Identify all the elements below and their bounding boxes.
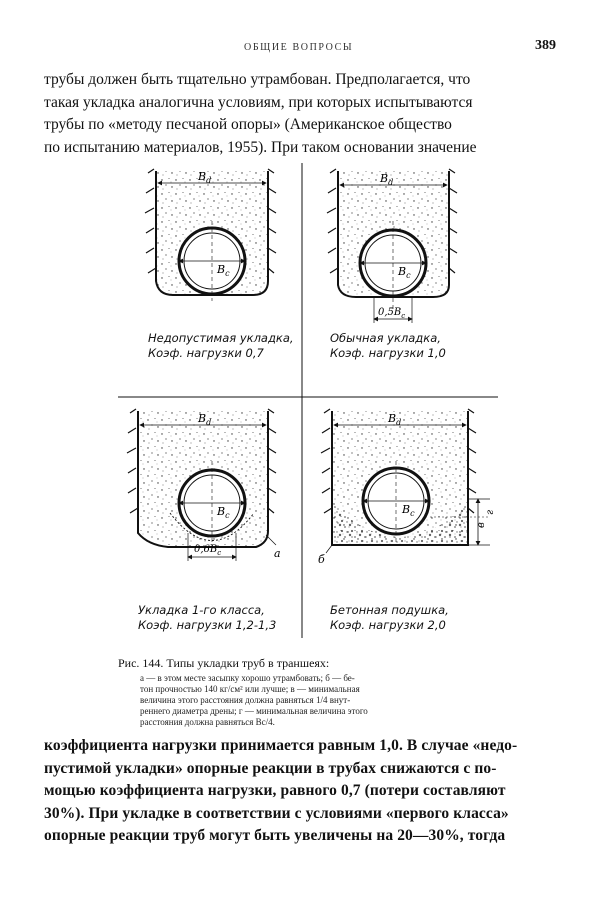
svg-text:Bc: $B_c$ [398, 265, 411, 280]
panel-caption: Бетонная подушка, Коэф. нагрузки 2,0 [330, 603, 449, 632]
caption-title: Рис. 144. Типы укладки труб в траншеях: [118, 656, 330, 670]
text-line: 30%). При укладке в соответствии с условиями «первого класса» [44, 804, 509, 822]
caption-body [140, 673, 498, 728]
caption-line: величина этого расстояния должна равняться 1/4 внут- [140, 695, 351, 705]
svg-text:Bd: $B_d$ [380, 172, 394, 187]
text-line: трубы должен быть тщательно утрамбован. Предполагается, что [44, 71, 471, 88]
panel-caption: Обычная укладка, Коэф. нагрузки 1,0 [330, 331, 446, 360]
panel-caption: Укладка 1-го класса, Коэф. нагрузки 1,2-1,3 [138, 603, 277, 632]
caption-line: а — в этом месте засыпку хорошо утрамбовать; б — бе- [140, 673, 355, 683]
trench-diagrams [118, 163, 498, 643]
marker-v: в [476, 522, 487, 528]
text-line: мощью коэффициента нагрузки, равного 0,7 (потери составляют [44, 782, 506, 799]
dim-bc: $B_c$ [217, 263, 230, 278]
svg-text:Bd: $B_d$ [388, 412, 402, 427]
svg-text:Bd: $B_d$ [198, 412, 212, 427]
caption-line: тон прочностью 140 кг/см² или лучше; в — минимальная [140, 684, 360, 694]
paragraph-bottom [44, 735, 556, 848]
svg-text:Bc: $B_c$ [402, 503, 415, 518]
text-line: коэффициента нагрузки принимается равным 1,0. В случае «недо- [44, 737, 518, 754]
text-line: опорные реакции труб могут быть увеличены на 20—30%, тогда [44, 827, 506, 844]
page-number: 389 [535, 38, 556, 53]
caption-line: реннего диаметра дрены; г — минимальная величина этого [140, 706, 368, 716]
panel-caption: Недопустимая укладка, Коэф. нагрузки 0,7 [148, 331, 294, 360]
figure-144 [118, 163, 498, 643]
text-line: по испытанию материалов, 1955). При таком основании значение [44, 138, 477, 156]
svg-text:Bc: $B_c$ [217, 505, 230, 520]
marker-g: г [485, 509, 496, 515]
page-header [44, 38, 556, 58]
marker-a: а [274, 547, 281, 560]
panel-unacceptable [145, 169, 276, 301]
text-line: трубы по «методу песчаной опоры» (Американское общество [44, 116, 452, 133]
panel-ordinary [327, 169, 457, 323]
panel-concrete-cradle [318, 409, 496, 566]
text-line: такая укладка аналогична условиям, при которых испытываются [44, 93, 473, 111]
paragraph-top [44, 69, 556, 159]
dim-bd: $B_d$ [198, 170, 212, 185]
text-line: пустимой укладки» опорные реакции в трубах снижаются с по- [44, 759, 497, 777]
figure-caption [118, 655, 498, 728]
marker-b: б [318, 553, 325, 566]
caption-line: расстояния должна равняться Bc/4. [140, 717, 275, 727]
running-head: ОБЩИЕ ВОПРОСЫ [244, 42, 354, 53]
panel-first-class [127, 409, 281, 561]
svg-text:0,5Bc: $0,5B_c$ [378, 307, 406, 320]
svg-text:0,6Bc: $0,6B_c$ [194, 544, 222, 557]
